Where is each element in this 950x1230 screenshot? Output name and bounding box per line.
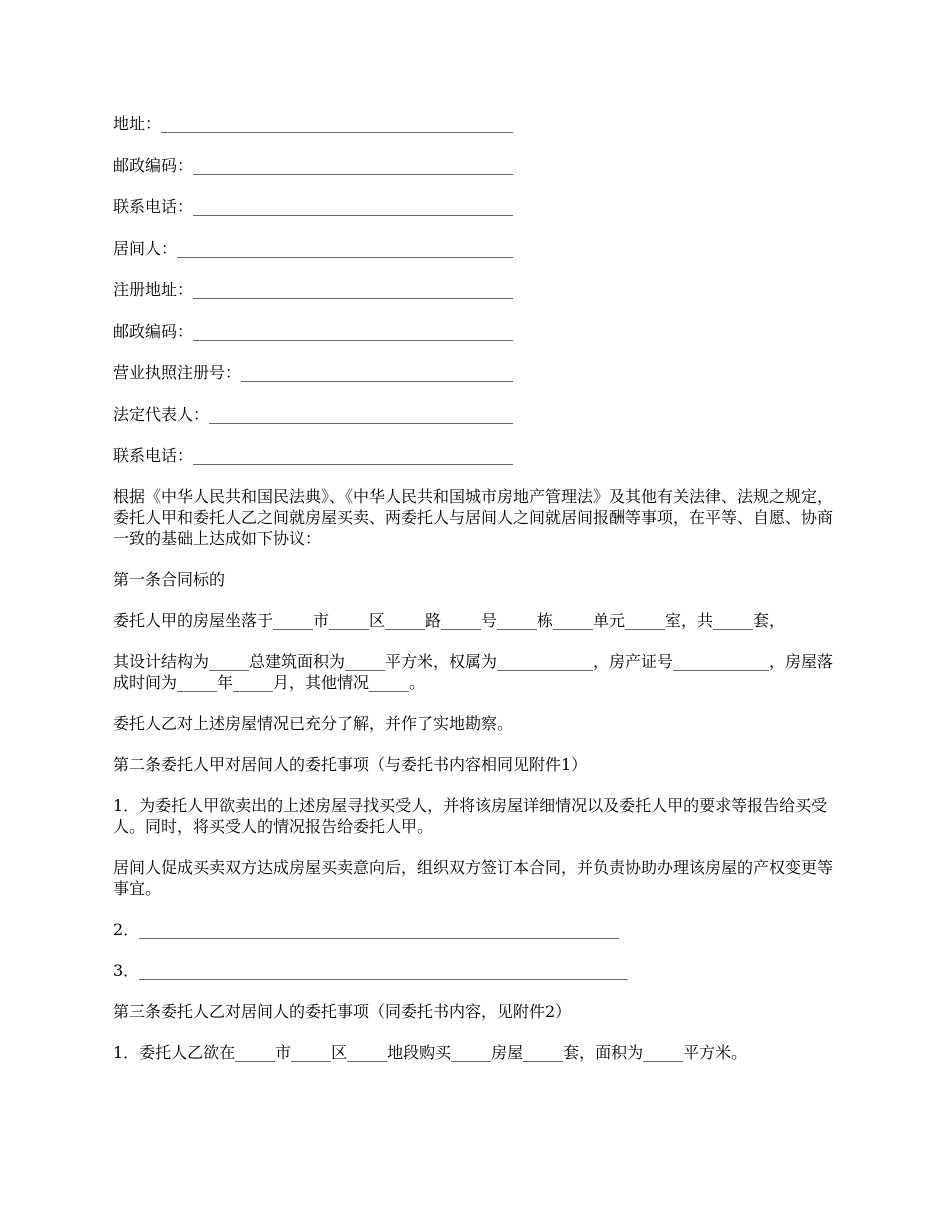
property-location-paragraph: 委托人甲的房屋坐落于_____市_____区_____路_____号_____栋_____单元_____室，共_____套， <box>113 610 786 630</box>
article-3-item-1: 1．委托人乙欲在_____市_____区_____地段购买_____房屋_____套，面积为_____平方米。 <box>113 1042 748 1062</box>
postal-code-field <box>113 155 843 177</box>
registered-address-field <box>113 279 843 301</box>
field-label: 邮政编码： <box>113 155 194 175</box>
address-field <box>113 113 843 135</box>
field-label: 居间人： <box>113 238 178 258</box>
property-details-paragraph: 其设计结构为_____总建筑面积为_____平方米，权属为____________，房产证号____________，房屋落成时间为_____年_____月，其他情况_____。 <box>113 651 834 692</box>
field-blank: ______________________________________ <box>209 404 514 424</box>
postal-code-field-2 <box>113 321 843 343</box>
business-license-field <box>113 362 843 384</box>
article-2-item-1: 1．为委托人甲欲卖出的上述房屋寻找买受人，并将该房屋详细情况以及委托人甲的要求等报告给买受人。同时，将买受人的情况报告给委托人甲。 <box>113 795 828 836</box>
field-blank: ________________________________________ <box>193 155 514 175</box>
intermediary-field <box>113 238 843 260</box>
field-blank: __________________________________________ <box>177 238 514 258</box>
inspection-paragraph: 委托人乙对上述房屋情况已充分了解，并作了实地勘察。 <box>113 713 514 733</box>
field-blank: ________________________________________ <box>193 446 514 465</box>
field-label: 地址： <box>113 114 162 133</box>
field-blank: ________________________________________ <box>193 321 514 341</box>
field-blank: ____________________________________________ <box>161 114 514 133</box>
article-3-heading: 第三条委托人乙对居间人的委托事项（同委托书内容，见附件2） <box>113 1001 572 1021</box>
article-2-item-3: 3．_____________________________________________________________ <box>113 960 628 980</box>
article-2-closing-paragraph: 居间人促成买卖双方达成房屋买卖意向后，组织双方签订本合同，并负责协助办理该房屋的产权变更等事宜。 <box>113 857 834 898</box>
article-1-heading: 第一条合同标的 <box>113 569 226 589</box>
field-label: 联系电话： <box>113 446 194 465</box>
field-blank: ________________________________________ <box>193 197 514 216</box>
article-2-item-2: 2．____________________________________________________________ <box>113 919 620 939</box>
article-2-heading: 第二条委托人甲对居间人的委托事项（与委托书内容相同见附件1） <box>113 754 588 774</box>
legal-representative-field <box>113 404 843 426</box>
field-blank: __________________________________ <box>241 363 514 382</box>
field-blank: ________________________________________ <box>193 280 514 299</box>
field-label: 法定代表人： <box>113 404 210 424</box>
field-label: 联系电话： <box>113 197 194 216</box>
document-page <box>113 113 843 1083</box>
phone-field-2 <box>113 445 843 467</box>
phone-field <box>113 196 843 218</box>
field-label: 营业执照注册号： <box>113 363 242 382</box>
field-label: 注册地址： <box>113 280 194 299</box>
preamble-paragraph: 根据《中华人民共和国民法典》、《中华人民共和国城市房地产管理法》及其他有关法律、法规之规定，委托人甲和委托人乙之间就房屋买卖、两委托人与居间人之间就居间报酬等事项，在平等、自愿、协商一致的基础上达成如下协议： <box>113 486 834 548</box>
field-label: 邮政编码： <box>113 321 194 341</box>
